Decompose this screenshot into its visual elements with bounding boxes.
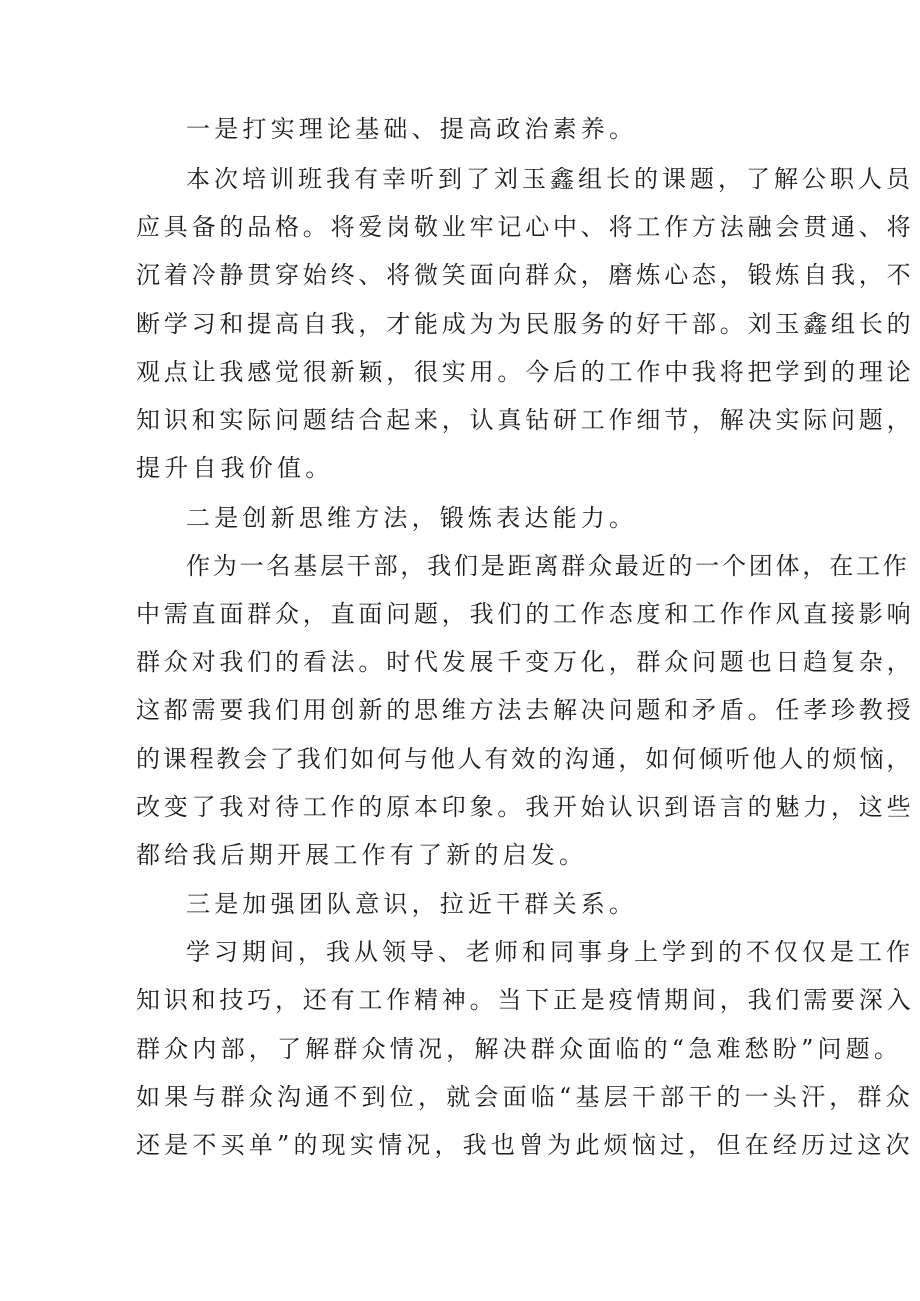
paragraph-line: 断学习和提高自我，才能成为为民服务的好干部。刘玉鑫组长的	[136, 310, 915, 338]
paragraph-line: 改变了我对待工作的原本印象。我开始认识到语言的魅力，这些	[136, 793, 915, 821]
paragraph-line: 知识和实际问题结合起来，认真钻研工作细节，解决实际问题，	[136, 406, 915, 434]
paragraph-line: 都给我后期开展工作有了新的启发。	[136, 841, 588, 869]
paragraph-line: 应具备的品格。将爱岗敬业牢记心中、将工作方法融会贯通、将	[136, 213, 915, 241]
paragraph-line: 这都需要我们用创新的思维方法去解决问题和矛盾。任孝珍教授	[136, 696, 915, 724]
paragraph-line: 中需直面群众，直面问题，我们的工作态度和工作作风直接影响	[136, 600, 915, 628]
paragraph-line: 的课程教会了我们如何与他人有效的沟通，如何倾听他人的烦恼，	[136, 745, 914, 773]
heading-point-one: 一是打实理论基础、提高政治素养。	[186, 115, 638, 143]
paragraph-line: 学习期间，我从领导、老师和同事身上学到的不仅仅是工作	[186, 938, 914, 966]
paragraph-line: 沉着冷静贯穿始终、将微笑面向群众，磨炼心态，锻炼自我，不	[136, 261, 915, 289]
paragraph-line: 提升自我价值。	[136, 454, 334, 482]
paragraph-line: 观点让我感觉很新颖，很实用。今后的工作中我将把学到的理论	[136, 358, 915, 386]
paragraph-line: 还是不买单”的现实情况，我也曾为此烦恼过，但在经历过这次	[136, 1131, 914, 1159]
paragraph-line: 作为一名基层干部，我们是距离群众最近的一个团体，在工作	[186, 552, 910, 580]
heading-point-two: 二是创新思维方法，锻炼表达能力。	[186, 504, 638, 532]
paragraph-line: 本次培训班我有幸听到了刘玉鑫组长的课题，了解公职人员	[186, 165, 914, 193]
paragraph-line: 知识和技巧，还有工作精神。当下正是疫情期间，我们需要深入	[136, 986, 915, 1014]
paragraph-line: 群众内部，了解群众情况，解决群众面临的“急难愁盼”问题。	[136, 1035, 903, 1063]
heading-point-three: 三是加强团队意识，拉近干群关系。	[186, 890, 638, 918]
paragraph-line: 如果与群众沟通不到位，就会面临“基层干部干的一头汗，群众	[136, 1083, 914, 1111]
paragraph-line: 群众对我们的看法。时代发展千变万化，群众问题也日趋复杂，	[136, 648, 915, 676]
